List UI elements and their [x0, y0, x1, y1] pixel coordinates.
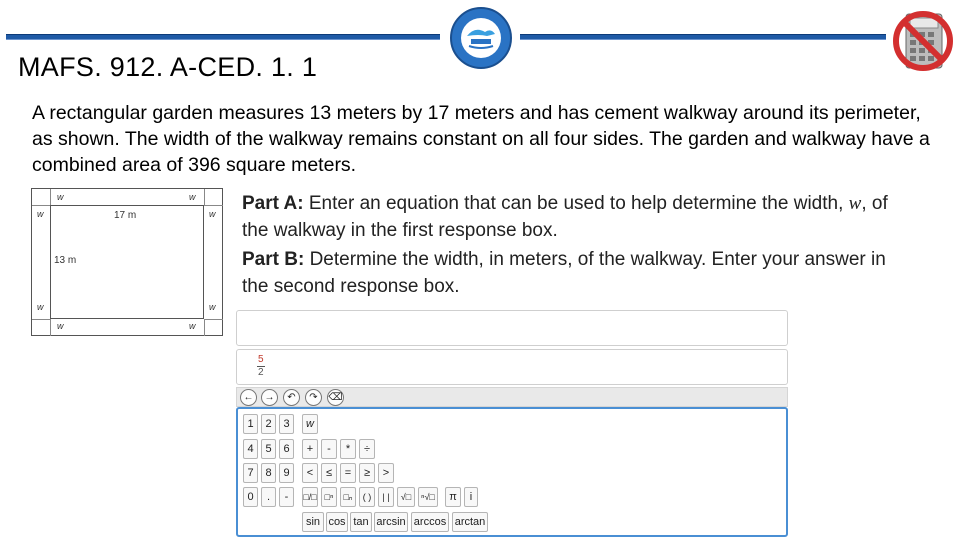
width-label: 13 m [54, 255, 77, 266]
key-square-root[interactable]: √□ [397, 487, 415, 507]
key-sin[interactable]: sin [302, 512, 324, 532]
walkway-label: w [209, 209, 216, 219]
walkway-label: w [209, 302, 216, 312]
part-a-text-before: Enter an equation that can be used to help determine the width, [308, 193, 849, 214]
key-6[interactable]: 6 [279, 439, 294, 459]
key-arccos[interactable]: arccos [411, 512, 449, 532]
walkway-label: w [189, 192, 196, 202]
arrow-left-icon[interactable]: ← [240, 389, 257, 406]
part-b-heading: Part B: [242, 249, 305, 270]
walkway-tick [204, 319, 223, 320]
redo-icon[interactable]: ↷ [305, 389, 322, 406]
header-rule-left [6, 34, 440, 40]
key-pi[interactable]: π [445, 487, 461, 507]
key-greater-than[interactable]: > [378, 463, 394, 483]
response-box-2[interactable] [236, 349, 788, 385]
key-less-than[interactable]: < [302, 463, 318, 483]
delete-icon[interactable]: ⌫ [327, 389, 344, 406]
key-imaginary-i[interactable]: i [464, 487, 478, 507]
fraction-answer [257, 354, 265, 379]
key-0[interactable]: 0 [243, 487, 258, 507]
key-arcsin[interactable]: arcsin [374, 512, 408, 532]
fraction-denominator: 2 [258, 367, 264, 378]
walkway-tick [32, 319, 50, 320]
walkway-tick [50, 319, 51, 336]
key-greater-equal[interactable]: ≥ [359, 463, 375, 483]
key-5[interactable]: 5 [261, 439, 276, 459]
problem-prompt: A rectangular garden measures 13 meters by 17 meters and has cement walkway around its perimeter, as shown. The width of the walkway remains constant on all four sides. The garden and walkway have a combined area of 396 square meters. [32, 102, 930, 176]
key-parentheses[interactable]: ( ) [359, 487, 375, 507]
question-parts [242, 190, 902, 302]
walkway-tick [204, 189, 205, 205]
key-variable-w[interactable]: w [302, 414, 318, 434]
walkway-label: w [57, 321, 64, 331]
no-calculator-icon [892, 6, 954, 76]
walkway-label: w [37, 302, 44, 312]
key-8[interactable]: 8 [261, 463, 276, 483]
length-label: 17 m [114, 210, 137, 221]
part-a-heading: Part A: [242, 193, 304, 214]
key-2[interactable]: 2 [261, 414, 276, 434]
walkway-tick [204, 319, 205, 336]
key-arctan[interactable]: arctan [452, 512, 488, 532]
walkway-label: w [57, 192, 64, 202]
key-decimal[interactable]: . [261, 487, 276, 507]
school-district-seal-icon [447, 6, 515, 70]
key-3[interactable]: 3 [279, 414, 294, 434]
key-1[interactable]: 1 [243, 414, 258, 434]
response-box-1[interactable] [236, 310, 788, 346]
header-rule-right [520, 34, 886, 40]
key-exponent-template[interactable]: □ⁿ [321, 487, 337, 507]
fraction-numerator: 5 [258, 354, 264, 365]
part-b-text: Determine the width, in meters, of the walkway. Enter your answer in the second response box. [242, 249, 886, 297]
key-tan[interactable]: tan [350, 512, 372, 532]
standard-code: MAFS. 912. A-CED. 1. 1 [18, 52, 318, 82]
equation-keypad [236, 407, 788, 537]
arrow-right-icon[interactable]: → [261, 389, 278, 406]
undo-icon[interactable]: ↶ [283, 389, 300, 406]
walkway-label: w [189, 321, 196, 331]
key-9[interactable]: 9 [279, 463, 294, 483]
part-a-text-after: , of the walkway in the first response box. [242, 193, 888, 241]
walkway-tick [32, 205, 50, 206]
garden-diagram [31, 188, 223, 336]
key-minus[interactable]: - [321, 439, 337, 459]
key-divide[interactable]: ÷ [359, 439, 375, 459]
key-cos[interactable]: cos [326, 512, 348, 532]
part-b [242, 246, 902, 300]
part-a [242, 190, 902, 244]
key-nth-root[interactable]: ⁿ√□ [418, 487, 438, 507]
key-less-equal[interactable]: ≤ [321, 463, 337, 483]
editor-toolbar [236, 387, 788, 407]
walkway-label: w [37, 209, 44, 219]
walkway-tick [50, 189, 51, 205]
key-absolute-value[interactable]: | | [378, 487, 394, 507]
walkway-tick [204, 205, 223, 206]
part-a-variable: w [848, 193, 862, 214]
key-plus[interactable]: + [302, 439, 318, 459]
key-subscript-template[interactable]: □ₙ [340, 487, 356, 507]
key-fraction-template[interactable]: □/□ [302, 487, 318, 507]
key-negative[interactable]: - [279, 487, 294, 507]
key-7[interactable]: 7 [243, 463, 258, 483]
key-4[interactable]: 4 [243, 439, 258, 459]
key-equals[interactable]: = [340, 463, 356, 483]
key-multiply[interactable]: * [340, 439, 356, 459]
